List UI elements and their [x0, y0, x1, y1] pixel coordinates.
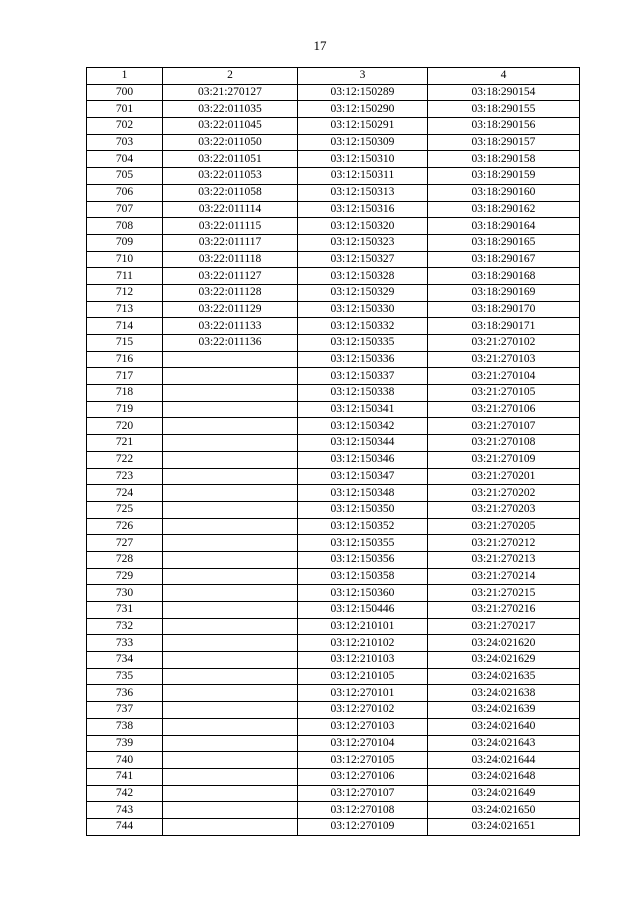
table-cell — [163, 652, 298, 669]
table-cell — [163, 735, 298, 752]
table-row — [87, 234, 580, 251]
table-row — [87, 84, 580, 101]
table-cell: 707 — [87, 201, 163, 218]
table-cell: 03:24:021638 — [428, 685, 580, 702]
table-cell: 03:18:290155 — [428, 101, 580, 118]
table-cell: 03:12:270108 — [298, 802, 428, 819]
table-cell: 730 — [87, 585, 163, 602]
table-cell: 03:24:021644 — [428, 752, 580, 769]
table-row — [87, 785, 580, 802]
table-cell: 702 — [87, 118, 163, 135]
table-cell: 705 — [87, 168, 163, 185]
table-cell: 03:21:270107 — [428, 418, 580, 435]
table-cell: 03:18:290168 — [428, 268, 580, 285]
table-cell: 723 — [87, 468, 163, 485]
table-cell: 03:12:150289 — [298, 84, 428, 101]
table-cell: 03:12:150329 — [298, 284, 428, 301]
table-cell — [163, 752, 298, 769]
table-cell: 03:12:150311 — [298, 168, 428, 185]
table-cell — [163, 535, 298, 552]
table-cell: 729 — [87, 568, 163, 585]
table-cell: 709 — [87, 234, 163, 251]
table-cell — [163, 451, 298, 468]
table-row — [87, 568, 580, 585]
table-cell: 719 — [87, 401, 163, 418]
table-cell: 03:18:290158 — [428, 151, 580, 168]
table-cell: 701 — [87, 101, 163, 118]
table-cell — [163, 785, 298, 802]
table-cell: 03:21:270105 — [428, 385, 580, 402]
table-cell: 718 — [87, 385, 163, 402]
table-cell — [163, 368, 298, 385]
table-row — [87, 735, 580, 752]
table-row — [87, 468, 580, 485]
table-cell: 03:21:270213 — [428, 551, 580, 568]
table-cell: 03:12:150338 — [298, 385, 428, 402]
table-cell: 03:12:150358 — [298, 568, 428, 585]
table-cell: 03:24:021620 — [428, 635, 580, 652]
table-cell: 713 — [87, 301, 163, 318]
table-cell: 03:22:011117 — [163, 234, 298, 251]
table-cell: 03:24:021639 — [428, 702, 580, 719]
table-cell: 727 — [87, 535, 163, 552]
table-cell: 710 — [87, 251, 163, 268]
table-cell: 03:18:290169 — [428, 284, 580, 301]
table-row — [87, 385, 580, 402]
table-cell: 726 — [87, 518, 163, 535]
table-row — [87, 768, 580, 785]
table-cell: 03:21:270216 — [428, 602, 580, 619]
table-cell: 03:12:270101 — [298, 685, 428, 702]
table-row — [87, 134, 580, 151]
table-row — [87, 518, 580, 535]
table-row — [87, 551, 580, 568]
table-cell — [163, 351, 298, 368]
table-cell: 743 — [87, 802, 163, 819]
table-cell: 03:22:011051 — [163, 151, 298, 168]
table-cell: 741 — [87, 768, 163, 785]
table-cell: 03:21:270102 — [428, 335, 580, 352]
table-row — [87, 368, 580, 385]
table-cell — [163, 468, 298, 485]
table-cell: 03:21:270214 — [428, 568, 580, 585]
table-cell: 03:18:290167 — [428, 251, 580, 268]
table-row — [87, 685, 580, 702]
table-cell: 03:24:021650 — [428, 802, 580, 819]
table-cell: 03:21:270217 — [428, 618, 580, 635]
table-cell: 731 — [87, 602, 163, 619]
table-cell: 03:22:011035 — [163, 101, 298, 118]
table-cell: 03:21:270205 — [428, 518, 580, 535]
table-cell: 03:22:011115 — [163, 218, 298, 235]
table-cell: 711 — [87, 268, 163, 285]
table-cell: 03:12:150332 — [298, 318, 428, 335]
table-cell: 708 — [87, 218, 163, 235]
table-cell: 03:12:150337 — [298, 368, 428, 385]
table-cell: 03:12:270104 — [298, 735, 428, 752]
table-cell — [163, 435, 298, 452]
table-cell: 703 — [87, 134, 163, 151]
table-cell: 03:24:021649 — [428, 785, 580, 802]
table-cell: 03:18:290154 — [428, 84, 580, 101]
table-cell: 742 — [87, 785, 163, 802]
table-row — [87, 101, 580, 118]
table-row — [87, 268, 580, 285]
table-cell: 03:12:150355 — [298, 535, 428, 552]
table-cell: 03:18:290171 — [428, 318, 580, 335]
table-cell: 734 — [87, 652, 163, 669]
table-row — [87, 602, 580, 619]
table-cell: 03:22:011114 — [163, 201, 298, 218]
table-cell: 700 — [87, 84, 163, 101]
table-cell: 704 — [87, 151, 163, 168]
table-cell — [163, 401, 298, 418]
table-cell: 722 — [87, 451, 163, 468]
table-cell: 03:12:150310 — [298, 151, 428, 168]
table-row — [87, 668, 580, 685]
table-row — [87, 818, 580, 835]
table-cell: 03:22:011129 — [163, 301, 298, 318]
table-cell: 725 — [87, 501, 163, 518]
table-body — [87, 84, 580, 835]
column-header: 2 — [163, 68, 298, 85]
table-row — [87, 118, 580, 135]
table-cell: 03:24:021635 — [428, 668, 580, 685]
table-row — [87, 218, 580, 235]
table-cell: 03:12:270107 — [298, 785, 428, 802]
table-cell: 728 — [87, 551, 163, 568]
table-cell: 03:21:270109 — [428, 451, 580, 468]
table-cell: 03:21:270202 — [428, 485, 580, 502]
table-cell — [163, 385, 298, 402]
table-cell: 03:12:150320 — [298, 218, 428, 235]
table-cell: 03:12:270105 — [298, 752, 428, 769]
table-cell: 03:24:021640 — [428, 718, 580, 735]
table-cell: 03:18:290157 — [428, 134, 580, 151]
table-cell: 03:12:150327 — [298, 251, 428, 268]
table-row — [87, 284, 580, 301]
table-cell — [163, 585, 298, 602]
data-table — [86, 67, 580, 836]
table-cell: 03:24:021629 — [428, 652, 580, 669]
table-cell: 03:22:011118 — [163, 251, 298, 268]
table-cell: 736 — [87, 685, 163, 702]
table-cell: 03:12:150347 — [298, 468, 428, 485]
table-cell: 706 — [87, 184, 163, 201]
table-cell: 03:12:150360 — [298, 585, 428, 602]
table-row — [87, 652, 580, 669]
table-cell: 03:12:150352 — [298, 518, 428, 535]
table-cell: 03:12:210105 — [298, 668, 428, 685]
table-cell: 724 — [87, 485, 163, 502]
table-row — [87, 585, 580, 602]
table-cell: 03:12:210102 — [298, 635, 428, 652]
table-cell: 03:22:011128 — [163, 284, 298, 301]
table-cell — [163, 551, 298, 568]
table-row — [87, 702, 580, 719]
table-cell: 03:12:150350 — [298, 501, 428, 518]
table-row — [87, 618, 580, 635]
table-cell: 712 — [87, 284, 163, 301]
table-cell: 720 — [87, 418, 163, 435]
table-cell: 716 — [87, 351, 163, 368]
table-cell: 715 — [87, 335, 163, 352]
table-cell: 03:12:270109 — [298, 818, 428, 835]
table-cell — [163, 568, 298, 585]
table-row — [87, 401, 580, 418]
table-row — [87, 501, 580, 518]
table-cell: 03:12:150309 — [298, 134, 428, 151]
table-header — [87, 68, 580, 85]
table-cell: 03:12:270103 — [298, 718, 428, 735]
header-row — [87, 68, 580, 85]
table-cell — [163, 718, 298, 735]
table-cell — [163, 685, 298, 702]
table-cell: 03:18:290164 — [428, 218, 580, 235]
table-cell: 03:22:011045 — [163, 118, 298, 135]
table-row — [87, 485, 580, 502]
table-row — [87, 168, 580, 185]
table-cell — [163, 602, 298, 619]
table-row — [87, 351, 580, 368]
table-cell: 03:12:150341 — [298, 401, 428, 418]
table-cell: 03:12:150328 — [298, 268, 428, 285]
table-cell: 03:24:021651 — [428, 818, 580, 835]
table-cell: 03:21:270201 — [428, 468, 580, 485]
table-cell — [163, 818, 298, 835]
table-cell: 732 — [87, 618, 163, 635]
table-row — [87, 301, 580, 318]
table-cell — [163, 618, 298, 635]
table-cell: 03:12:270102 — [298, 702, 428, 719]
table-cell: 03:22:011053 — [163, 168, 298, 185]
table-cell: 03:22:011058 — [163, 184, 298, 201]
table-cell: 03:12:150342 — [298, 418, 428, 435]
table-cell: 03:24:021643 — [428, 735, 580, 752]
table-cell — [163, 768, 298, 785]
table-row — [87, 752, 580, 769]
table-cell: 03:21:270106 — [428, 401, 580, 418]
table-row — [87, 184, 580, 201]
table-cell: 03:12:150313 — [298, 184, 428, 201]
table-cell: 03:12:150346 — [298, 451, 428, 468]
table-row — [87, 435, 580, 452]
table-row — [87, 451, 580, 468]
table-cell — [163, 418, 298, 435]
table-cell — [163, 501, 298, 518]
table-cell: 03:12:150356 — [298, 551, 428, 568]
table-cell — [163, 635, 298, 652]
column-header: 4 — [428, 68, 580, 85]
table-cell: 03:12:150291 — [298, 118, 428, 135]
table-cell: 744 — [87, 818, 163, 835]
table-cell: 03:22:011127 — [163, 268, 298, 285]
column-header: 3 — [298, 68, 428, 85]
table-row — [87, 251, 580, 268]
table-cell: 735 — [87, 668, 163, 685]
table-cell: 03:21:270203 — [428, 501, 580, 518]
table-cell: 740 — [87, 752, 163, 769]
table-cell: 03:21:270108 — [428, 435, 580, 452]
table-cell: 03:12:150348 — [298, 485, 428, 502]
table-cell: 03:21:270103 — [428, 351, 580, 368]
table-cell: 738 — [87, 718, 163, 735]
table-cell: 03:12:150335 — [298, 335, 428, 352]
table-cell: 03:12:150336 — [298, 351, 428, 368]
page-number: 17 — [313, 38, 327, 53]
table-cell — [163, 668, 298, 685]
table-cell — [163, 518, 298, 535]
table-row — [87, 802, 580, 819]
table-cell — [163, 702, 298, 719]
table-cell: 03:12:270106 — [298, 768, 428, 785]
table-row — [87, 151, 580, 168]
table-cell: 03:12:150290 — [298, 101, 428, 118]
table-cell: 03:12:150330 — [298, 301, 428, 318]
table-cell: 03:21:270104 — [428, 368, 580, 385]
table-row — [87, 535, 580, 552]
column-header: 1 — [87, 68, 163, 85]
table-cell: 739 — [87, 735, 163, 752]
table-cell: 717 — [87, 368, 163, 385]
table-cell: 03:12:210101 — [298, 618, 428, 635]
table-row — [87, 635, 580, 652]
table-cell: 733 — [87, 635, 163, 652]
table-cell: 03:18:290162 — [428, 201, 580, 218]
table-cell: 03:12:210103 — [298, 652, 428, 669]
table-row — [87, 201, 580, 218]
table-cell: 03:21:270212 — [428, 535, 580, 552]
table-cell: 03:18:290170 — [428, 301, 580, 318]
table-cell: 721 — [87, 435, 163, 452]
table-cell: 03:12:150446 — [298, 602, 428, 619]
table-row — [87, 418, 580, 435]
table-row — [87, 318, 580, 335]
table-cell: 03:21:270215 — [428, 585, 580, 602]
table-cell: 03:12:150323 — [298, 234, 428, 251]
table-row — [87, 718, 580, 735]
table-cell: 03:22:011050 — [163, 134, 298, 151]
table-cell: 03:18:290165 — [428, 234, 580, 251]
table-cell: 03:12:150316 — [298, 201, 428, 218]
table-cell: 03:22:011133 — [163, 318, 298, 335]
table-cell — [163, 485, 298, 502]
table-cell: 03:22:011136 — [163, 335, 298, 352]
table-cell: 737 — [87, 702, 163, 719]
table-row — [87, 335, 580, 352]
table-cell: 03:18:290159 — [428, 168, 580, 185]
table-cell — [163, 802, 298, 819]
table-cell: 03:24:021648 — [428, 768, 580, 785]
table-cell: 714 — [87, 318, 163, 335]
table-cell: 03:18:290160 — [428, 184, 580, 201]
table-cell: 03:21:270127 — [163, 84, 298, 101]
table-cell: 03:12:150344 — [298, 435, 428, 452]
table-cell: 03:18:290156 — [428, 118, 580, 135]
